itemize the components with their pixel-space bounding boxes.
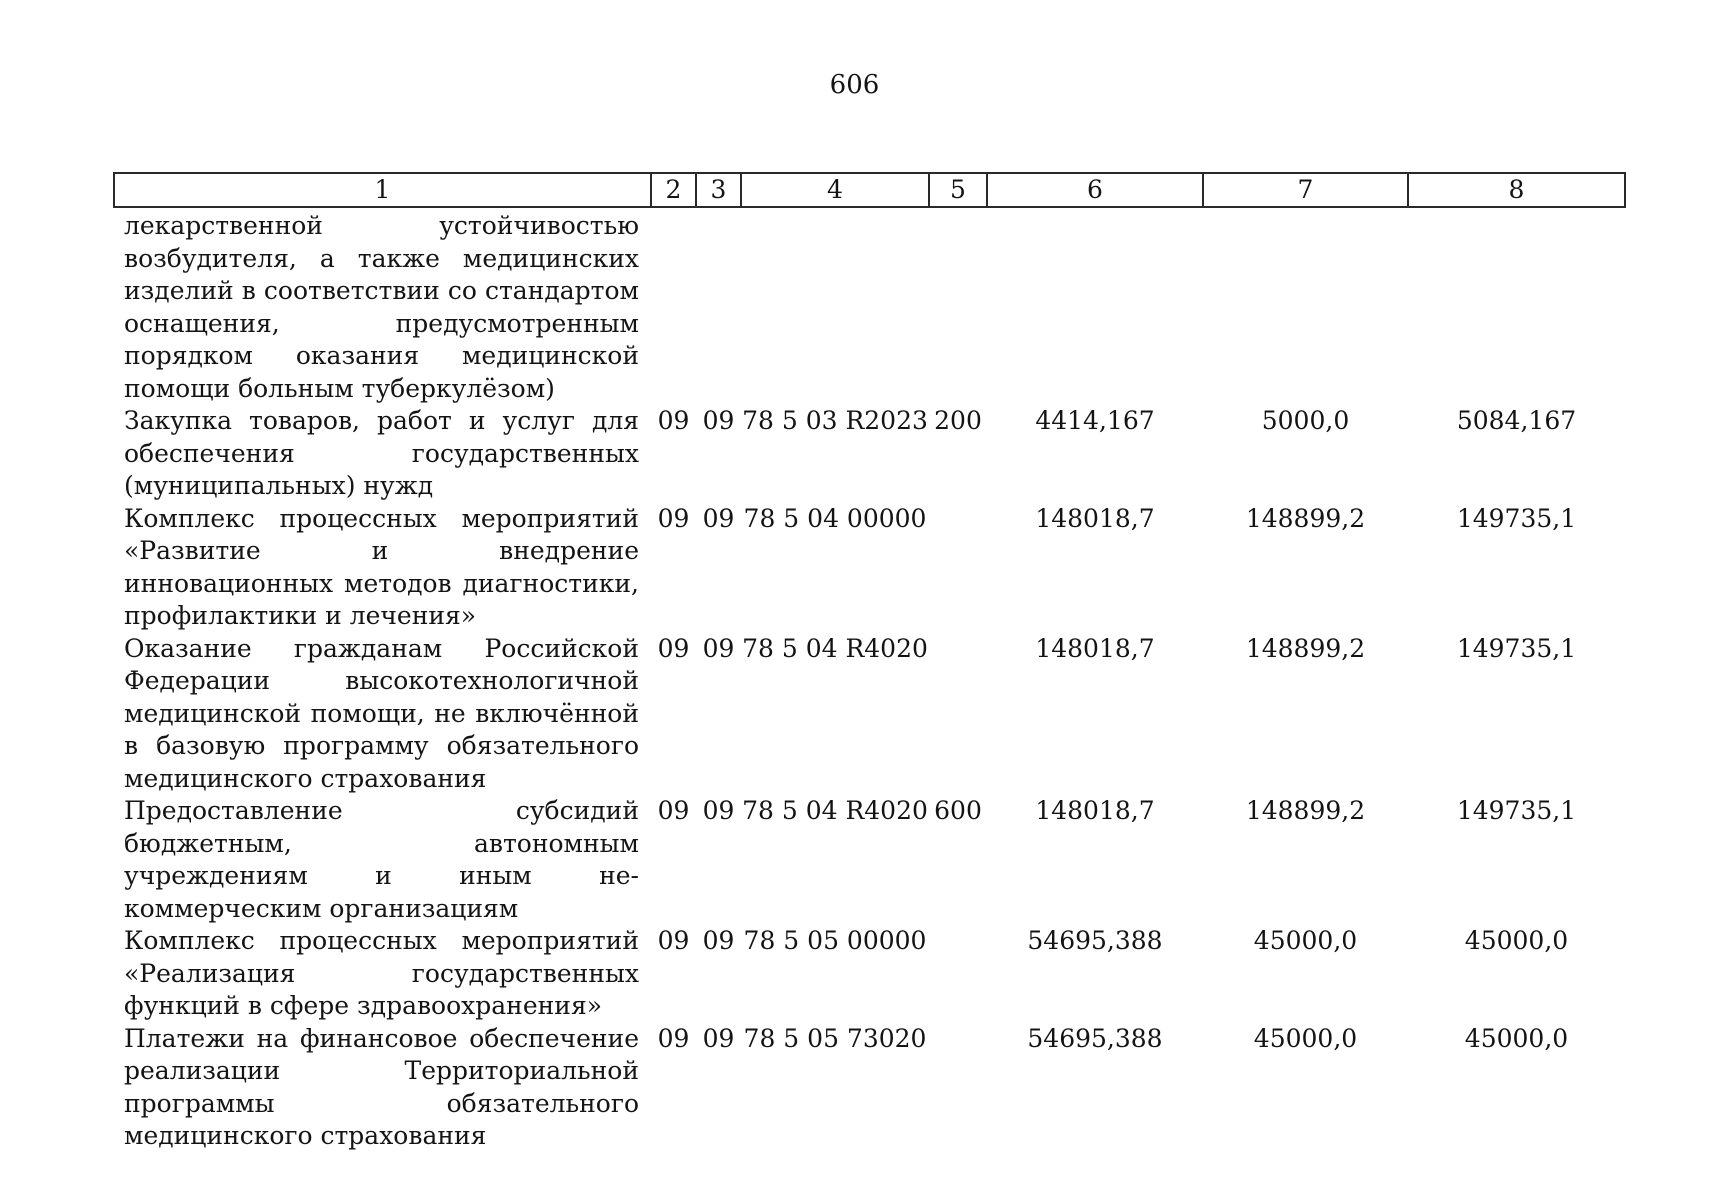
budget-table: [113, 172, 1626, 1153]
table-row: [114, 795, 1625, 925]
row-amount-year3: 5084,167: [1456, 406, 1577, 435]
row-name: Комплекс процессных мероприятий «Реализация государственных функций в сфере здравоохранения»: [124, 926, 639, 1020]
row-razdel: 09: [657, 1023, 690, 1053]
table-row: [114, 207, 1625, 405]
table-row: [114, 633, 1625, 796]
row-target-code: 78 5 05 73020: [743, 1023, 927, 1053]
row-expense-type: 200: [934, 406, 982, 435]
row-amount-year3: 45000,0: [1464, 926, 1569, 955]
column-header-1: 1: [114, 173, 651, 207]
row-razdel: 09: [657, 633, 690, 663]
row-razdel: 09: [657, 406, 690, 435]
row-podrazdel: 09: [702, 406, 735, 435]
row-amount-year3: 149735,1: [1456, 633, 1577, 663]
column-header-7: 7: [1203, 173, 1408, 207]
row-amount-year3: 149735,1: [1456, 796, 1577, 825]
table-row: [114, 925, 1625, 1023]
row-amount-year2: 148899,2: [1245, 796, 1366, 825]
row-name: Комплекс процессных мероприятий «Развитие и внедрение инновационных методов диагностики, профилактики и лечения»: [124, 503, 639, 630]
row-target-code: 78 5 04 R4020: [742, 633, 928, 663]
column-header-3: 3: [696, 173, 741, 207]
row-amount-year2: [1203, 207, 1408, 405]
row-expense-type: [929, 503, 987, 633]
column-header-8: 8: [1408, 173, 1625, 207]
row-name: лекарственной устойчивостью возбудителя, а также медицинских изделий в соответствии со стандартом оснащения, предусмотренным порядком оказания медицинской помощи больным туберкулёзом): [124, 211, 639, 403]
row-name: Оказание гражданам Российской Федерации высокотехнологичной медицинской помощи, не включённой в базовую программу обязательного медицинского страхования: [124, 633, 639, 793]
table-row: [114, 1023, 1625, 1153]
row-expense-type: 600: [934, 796, 982, 825]
row-name: Платежи на финансовое обеспечение реализации Территориальной программы обязательного медицинского страхования: [124, 1023, 639, 1150]
row-amount-year3: 45000,0: [1464, 1023, 1569, 1053]
row-expense-type: [929, 1023, 987, 1153]
row-amount-year1: 148018,7: [1035, 633, 1155, 663]
table-body: [114, 207, 1625, 1153]
row-podrazdel: [696, 207, 741, 405]
row-amount-year1: 148018,7: [1035, 796, 1155, 825]
row-podrazdel: 09: [702, 503, 735, 533]
row-podrazdel: 09: [702, 926, 735, 955]
column-header-5: 5: [929, 173, 987, 207]
column-header-4: 4: [741, 173, 929, 207]
row-target-code: [741, 207, 929, 405]
row-podrazdel: 09: [702, 796, 735, 825]
row-target-code: 78 5 03 R2023: [742, 406, 928, 435]
row-target-code: 78 5 05 00000: [743, 926, 927, 955]
row-target-code: 78 5 04 00000: [743, 503, 927, 533]
column-header-6: 6: [987, 173, 1203, 207]
row-razdel: 09: [657, 796, 690, 825]
row-amount-year2: 45000,0: [1253, 1023, 1358, 1053]
row-expense-type: [929, 925, 987, 1023]
table-row: [114, 503, 1625, 633]
row-expense-type: [929, 207, 987, 405]
table-header: [114, 173, 1625, 207]
row-amount-year2: 148899,2: [1245, 633, 1366, 663]
row-name: Предоставление субсидий бюджетным, автономным учреждениям и иным некоммерческим организациям: [124, 796, 639, 923]
row-name: Закупка товаров, работ и услуг для обеспечения государственных (муниципальных) нужд: [124, 406, 639, 500]
row-amount-year3: 149735,1: [1456, 503, 1577, 533]
header-row: [114, 173, 1625, 207]
row-podrazdel: 09: [702, 633, 735, 663]
column-header-2: 2: [651, 173, 696, 207]
row-amount-year1: 4414,167: [1035, 406, 1155, 435]
row-amount-year2: 45000,0: [1253, 926, 1358, 955]
row-amount-year1: 54695,388: [1027, 926, 1163, 955]
table-row: [114, 405, 1625, 503]
row-podrazdel: 09: [702, 1023, 735, 1053]
row-amount-year2: 5000,0: [1261, 406, 1350, 435]
row-expense-type: [929, 633, 987, 796]
row-razdel: 09: [657, 926, 690, 955]
row-amount-year1: [987, 207, 1203, 405]
row-razdel: 09: [657, 503, 690, 533]
row-amount-year1: 148018,7: [1035, 503, 1155, 533]
page-number: 606: [829, 70, 880, 100]
row-target-code: 78 5 04 R4020: [742, 796, 928, 825]
row-amount-year1: 54695,388: [1027, 1023, 1163, 1053]
row-amount-year2: 148899,2: [1245, 503, 1366, 533]
row-amount-year3: [1408, 207, 1625, 405]
row-razdel: [651, 207, 696, 405]
